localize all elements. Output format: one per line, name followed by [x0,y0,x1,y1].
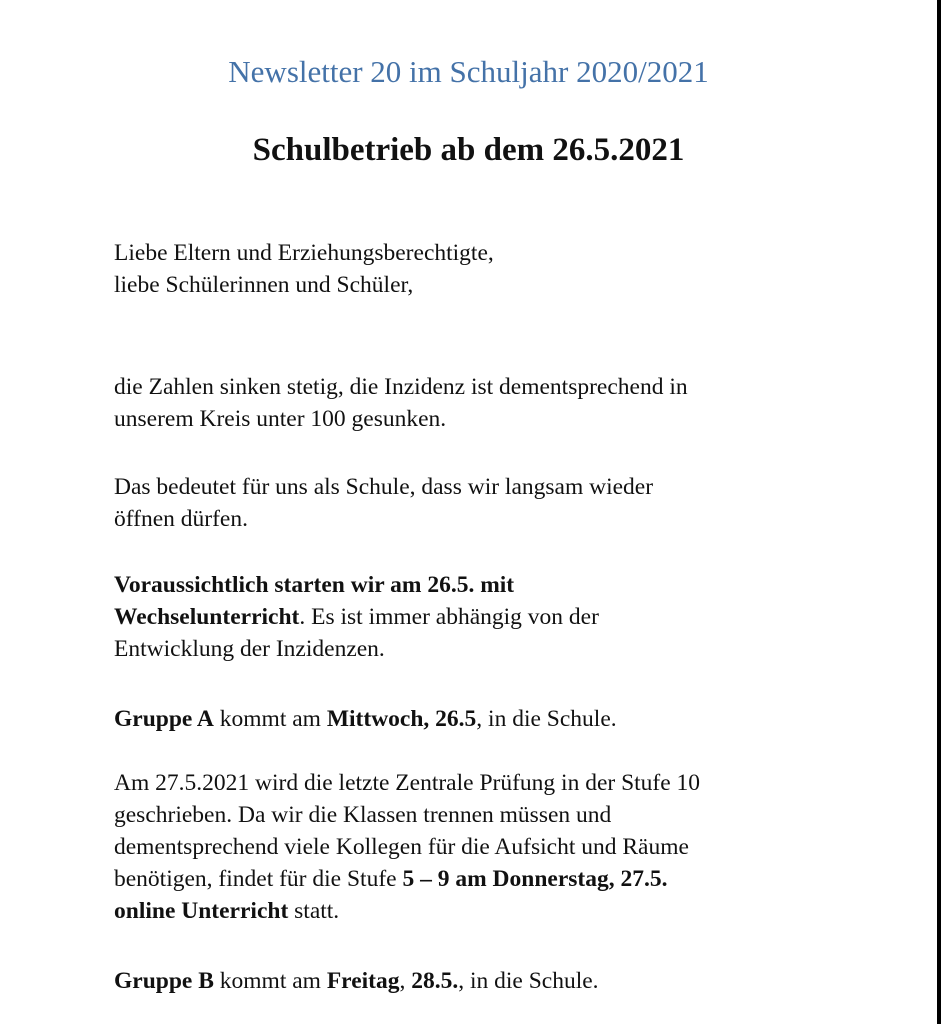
paragraph-start-line-3: Entwicklung der Inzidenzen. [114,636,385,662]
paragraph-exam-line-2: geschrieben. Da wir die Klassen trennen müssen und [114,802,612,828]
paragraph-reopening-line-1: Das bedeutet für uns als Schule, dass wir langsam wieder [114,474,654,500]
group-b-date: 28.5. [411,968,459,994]
group-a-label: Gruppe A [114,706,214,732]
paragraph-exam-line-4: benötigen, findet für die Stufe [114,866,403,892]
group-b-text: kommt am [213,968,327,994]
paragraph-incidence [114,371,894,435]
greeting-line-1: Liebe Eltern und Erziehungsberechtigte, [114,240,494,266]
online-day-info: 5 – 9 am Donnerstag, 27.5. [402,866,668,892]
paragraph-group-b [114,965,894,997]
group-b-label: Gruppe B [114,968,214,994]
paragraph-exam-suffix: statt. [288,898,340,924]
paragraph-start [114,569,894,665]
group-a-suffix: , in die Schule. [476,706,617,732]
group-b-day: Freitag [326,968,400,994]
paragraph-exam-line-3: dementsprechend viele Kollegen für die Aufsicht und Räume [114,834,689,860]
dependency-note: . Es ist immer abhängig von der [299,604,599,630]
newsletter-header: Newsletter 20 im Schuljahr 2020/2021 [228,54,709,89]
start-announcement: Voraussichtlich starten wir am 26.5. mit [114,572,515,598]
paragraph-incidence-line-2: unserem Kreis unter 100 gesunken. [114,406,447,432]
paragraph-reopening [114,471,894,535]
alternating-lessons: Wechselunterricht [114,604,300,630]
greeting-line-2: liebe Schülerinnen und Schüler, [114,272,414,298]
group-a-text: kommt am [213,706,327,732]
paragraph-exam-line-1: Am 27.5.2021 wird die letzte Zentrale Prüfung in der Stufe 10 [114,770,701,796]
group-b-suffix: , in die Schule. [458,968,599,994]
paragraph-exam [114,767,894,927]
online-lessons: online Unterricht [114,898,289,924]
greeting [114,237,894,301]
group-b-sep: , [399,968,412,994]
paragraph-incidence-line-1: die Zahlen sinken stetig, die Inzidenz ist dementsprechend in [114,374,688,400]
paragraph-reopening-line-2: öffnen dürfen. [114,506,248,532]
page-title: Schulbetrieb ab dem 26.5.2021 [252,132,685,168]
paragraph-group-a [114,703,894,735]
group-a-date: Mittwoch, 26.5 [326,706,477,732]
